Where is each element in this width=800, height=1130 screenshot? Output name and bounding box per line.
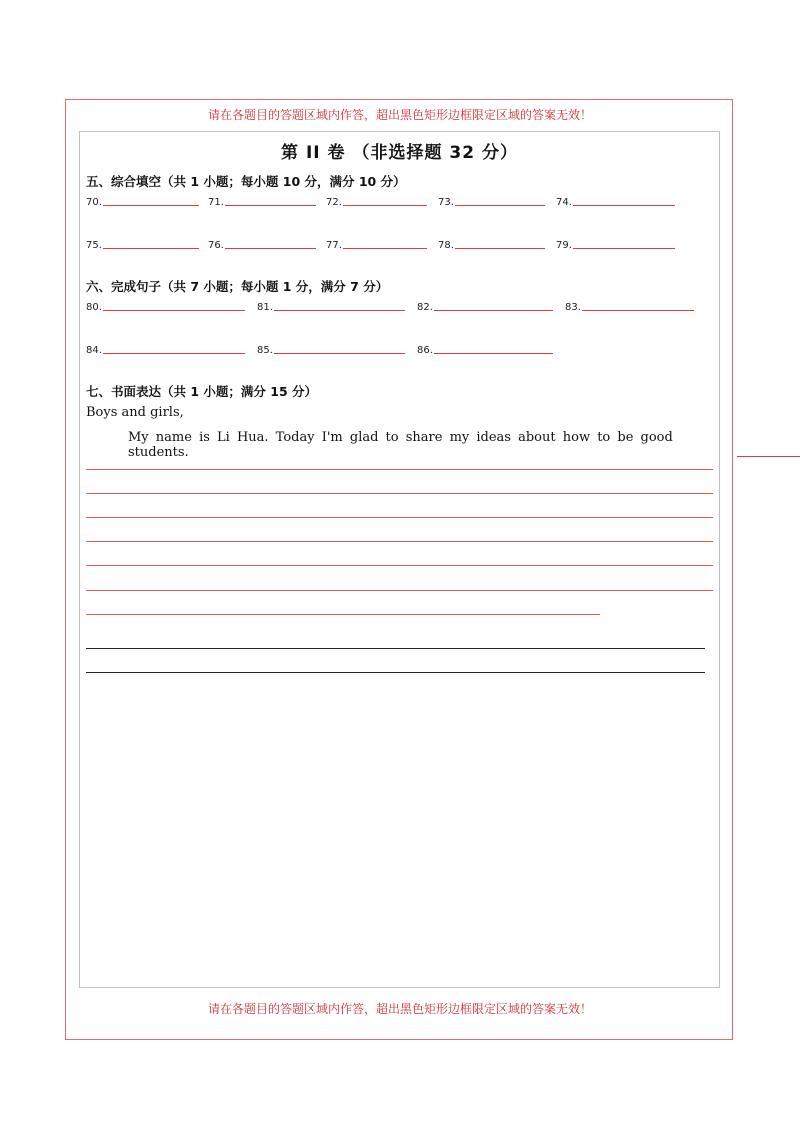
answer-line[interactable] [343,248,427,249]
blank-70[interactable] [86,197,199,208]
blank-80[interactable] [86,302,245,313]
answer-line[interactable] [455,248,545,249]
essay-first-line [128,430,800,460]
blank-label: 72. [326,197,342,208]
answer-line[interactable] [103,205,199,206]
section5-heading: 五、综合填空（共 1 小题；每小题 10 分，满分 10 分） [86,174,406,189]
blank-label: 73. [438,197,454,208]
blank-84[interactable] [86,345,245,356]
writing-line[interactable] [86,541,713,542]
answer-line[interactable] [573,248,675,249]
blank-label: 79. [556,240,572,251]
answer-line[interactable] [225,205,316,206]
blank-label: 74. [556,197,572,208]
blank-71[interactable] [208,197,316,208]
blank-label: 83. [565,302,581,313]
writing-line[interactable] [86,565,713,566]
writing-line[interactable] [86,517,713,518]
answer-line[interactable] [103,353,245,354]
blank-label: 71. [208,197,224,208]
blank-label: 75. [86,240,102,251]
writing-line[interactable] [86,590,713,591]
blank-73[interactable] [438,197,545,208]
blank-74[interactable] [556,197,675,208]
answer-line[interactable] [582,310,694,311]
answer-line[interactable] [434,310,553,311]
volume-title: 第 II 卷 （非选择题 32 分） [281,143,518,163]
blank-label: 85. [257,345,273,356]
blank-label: 76. [208,240,224,251]
notice-bottom: 请在各题目的答题区域内作答，超出黑色矩形边框限定区域的答案无效！ [207,1002,592,1016]
blank-label: 78. [438,240,454,251]
blank-82[interactable] [417,302,553,313]
writing-line-black[interactable] [86,648,705,649]
answer-line[interactable] [573,205,675,206]
answer-line[interactable] [274,310,405,311]
section7-heading: 七、书面表达（共 1 小题；满分 15 分） [86,384,318,399]
blank-77[interactable] [326,240,427,251]
blank-label: 80. [86,302,102,313]
answer-line[interactable] [103,310,245,311]
writing-line[interactable] [86,614,600,615]
writing-line[interactable] [86,469,713,470]
blank-76[interactable] [208,240,316,251]
answer-line[interactable] [274,353,405,354]
blank-72[interactable] [326,197,427,208]
blank-label: 81. [257,302,273,313]
essay-prompt-text: My name is Li Hua. Today I'm glad to share my ideas about how to be good students. [128,430,673,460]
blank-label: 77. [326,240,342,251]
blank-label: 82. [417,302,433,313]
notice-top: 请在各题目的答题区域内作答，超出黑色矩形边框限定区域的答案无效！ [207,108,592,122]
essay-greeting: Boys and girls, [86,405,184,420]
blank-label: 70. [86,197,102,208]
section6-heading: 六、完成句子（共 7 小题；每小题 1 分，满分 7 分） [86,279,389,294]
writing-line-black[interactable] [86,672,705,673]
answer-line[interactable] [434,353,553,354]
answer-line[interactable] [737,456,800,457]
answer-line[interactable] [103,248,199,249]
blank-75[interactable] [86,240,199,251]
answer-line[interactable] [225,248,316,249]
blank-label: 84. [86,345,102,356]
blank-85[interactable] [257,345,405,356]
blank-81[interactable] [257,302,405,313]
blank-label: 86. [417,345,433,356]
writing-line[interactable] [86,493,713,494]
blank-79[interactable] [556,240,675,251]
answer-line[interactable] [455,205,545,206]
blank-86[interactable] [417,345,553,356]
answer-line[interactable] [343,205,427,206]
answer-area-inner-border [79,131,720,988]
blank-83[interactable] [565,302,694,313]
blank-78[interactable] [438,240,545,251]
